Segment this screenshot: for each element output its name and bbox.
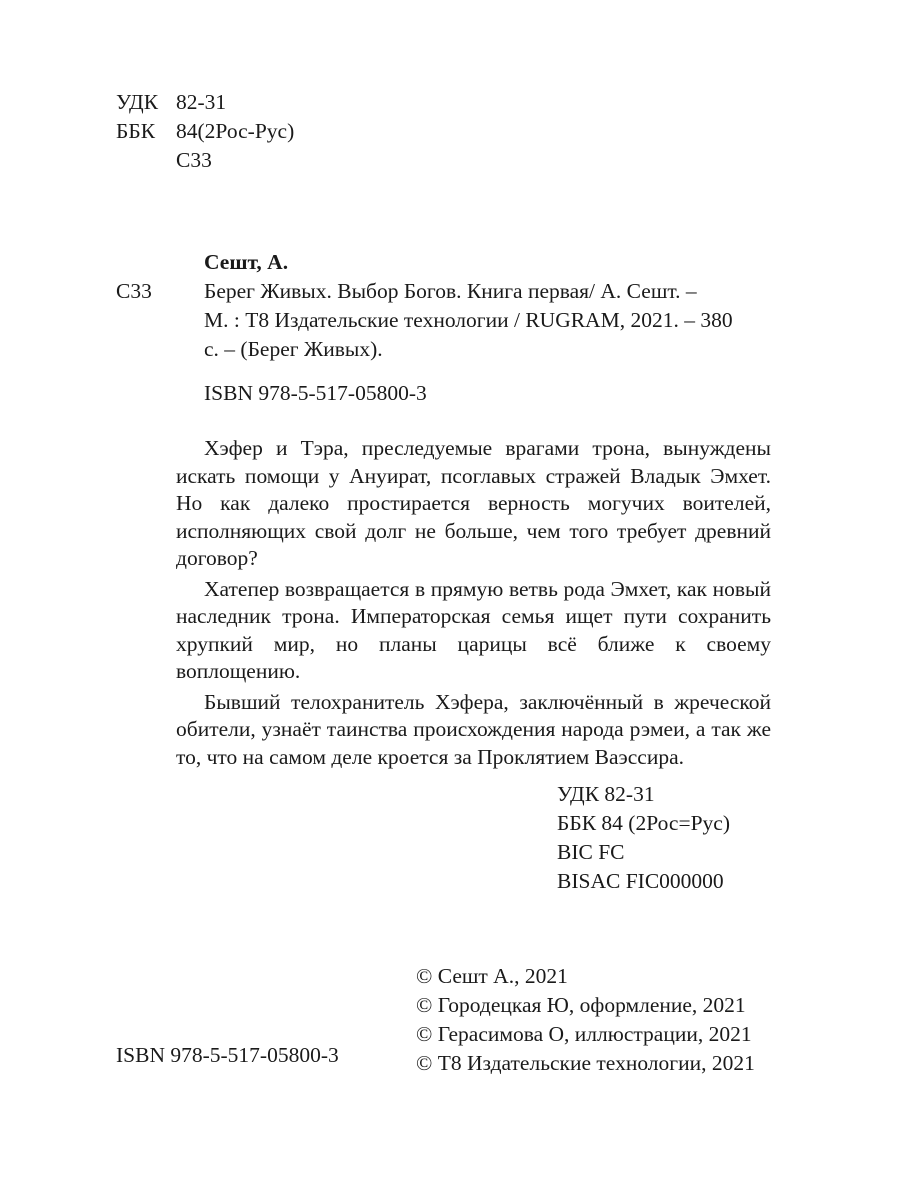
copyright-line: © Сешт А., 2021 [416, 964, 568, 988]
description-line: с. – (Берег Живых). [204, 337, 383, 361]
udk-value: 82-31 [176, 90, 227, 114]
udk-label: УДК [116, 90, 159, 114]
copyright-line: © Городецкая Ю, оформление, 2021 [416, 993, 746, 1017]
description-line: М. : Т8 Издательские технологии / RUGRAM, 2021. – 380 [204, 308, 733, 332]
classification-line: BIC FC [557, 840, 625, 864]
bbk-row [116, 117, 294, 146]
margin-author-mark: С33 [116, 279, 152, 303]
isbn-bottom: ISBN 978-5-517-05800-3 [116, 1043, 339, 1067]
description-line: Берег Живых. Выбор Богов. Книга первая/ А. Сешт. – [204, 279, 697, 303]
bibliographic-description [204, 277, 771, 364]
bottom-classification [557, 780, 730, 896]
classification-line: BISAC FIC000000 [557, 869, 724, 893]
classification-line: УДК 82-31 [557, 782, 655, 806]
copyright-line: © Герасимова О, иллюстрации, 2021 [416, 1022, 752, 1046]
copyright-notices [416, 962, 755, 1078]
copyright-line: © Т8 Издательские технологии, 2021 [416, 1051, 755, 1075]
author-mark: С33 [176, 148, 212, 172]
author-name: Сешт, А. [204, 250, 289, 274]
bbk-label: ББК [116, 119, 156, 143]
abstract-paragraph: Бывший телохранитель Хэфера, заключённый в жреческой обители, узнаёт таинства происхождения народа рэмеи, а так же то, что на самом деле кроется за Проклятием Ваэссира. [176, 689, 771, 769]
udk-row [116, 88, 294, 117]
author-mark-row [116, 146, 294, 175]
bbk-value: 84(2Рос-Рус) [176, 119, 295, 143]
classification-line: ББК 84 (2Рос=Рус) [557, 811, 730, 835]
abstract-paragraph: Хэфер и Тэра, преследуемые врагами трона, вынуждены искать помощи у Ануират, псоглавых стражей Владык Эмхет. Но как далеко простирается верность могучих воителей, исполняющих свой долг не больше, чем того требует древний договор? [176, 436, 771, 570]
abstract-paragraph: Хатепер возвращается в прямую ветвь рода Эмхет, как новый наследник трона. Императорская семья ищет пути сохранить хрупкий мир, но планы царицы всё ближе к своему воплощению. [176, 576, 771, 683]
record-isbn: ISBN 978-5-517-05800-3 [204, 381, 427, 405]
abstract [176, 435, 771, 774]
top-classification [116, 88, 294, 175]
